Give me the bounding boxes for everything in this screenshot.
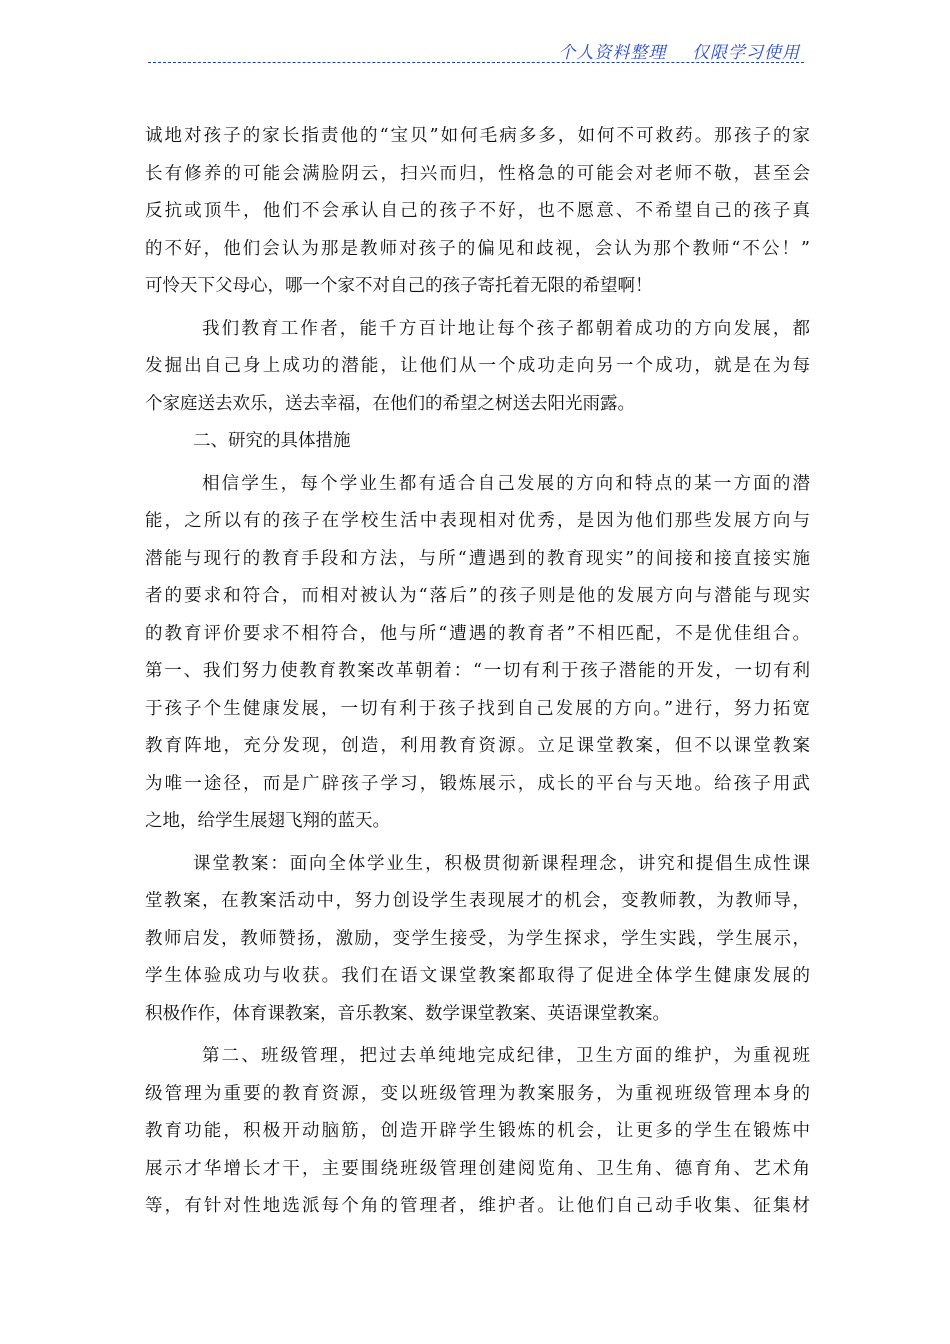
text-line: 第二、班级管理，把过去单纯地完成纪律，卫生方面的维护，为重视班 <box>202 1046 810 1066</box>
text-line: 潜能与现行的教育手段和方法，与所“遭遇到的教育现实”的间接和接直接实施 <box>145 548 810 569</box>
document-body <box>145 118 810 1226</box>
text-line: 的教育评价要求不相符合，他与所“遭遇的教育者”不相匹配，不是优佳组合。 <box>145 623 810 644</box>
text-line: 能，之所以有的孩子在学校生活中表现相对优秀，是因为他们那些发展方向与 <box>145 511 810 531</box>
text-line: 展示才华增长才干，主要围绕班级管理创建阅览角、卫生角、德育角、艺术角 <box>145 1158 810 1179</box>
text-line: 个家庭送去欢乐，送去幸福，在他们的希望之树送去阳光雨露。 <box>145 393 635 414</box>
text-line: 堂教案，在教案活动中，努力创设学生表现展才的机会，变教师教，为教师导， <box>145 891 810 911</box>
text-line: 相信学生，每个学业生都有适合自己发展的方向和特点的某一方面的潜 <box>202 473 810 494</box>
text-line: 我们教育工作者，能千方百计地让每个孩子都朝着成功的方向发展，都 <box>202 318 810 339</box>
text-line: 级管理为重要的教育资源，变以班级管理为教案服务，为重视班级管理本身的 <box>145 1083 810 1104</box>
text-line: 第一、我们努力使教育教案改革朝着：“一切有利于孩子潜能的开发，一切有利 <box>145 661 810 681</box>
text-line: 教师启发，教师赞扬，激励，变学生接受，为学生探求，学生实践，学生展示， <box>145 928 810 949</box>
text-line: 长有修养的可能会满脸阴云，扫兴而归，性格急的可能会对老师不敬，甚至会 <box>145 163 810 184</box>
header-text: 个人资料整理 仅限学习使用 <box>558 43 800 63</box>
text-line: 者的要求和符合，而相对被认为“落后”的孩子则是他的发展方向与潜能与现实 <box>145 586 810 606</box>
text-line: 可怜天下父母心，哪一个家不对自己的孩子寄托着无限的希望啊！ <box>145 276 653 296</box>
text-line: 二、研究的具体措施 <box>193 431 351 451</box>
text-line: 积极作作，体育课教案，音乐教案、数学课堂教案、英语课堂教案。 <box>145 1003 670 1024</box>
text-line: 之地，给学生展翅飞翔的蓝天。 <box>145 811 390 831</box>
text-line: 课堂教案：面向全体学业生，积极贯彻新课程理念，讲究和提倡生成性课 <box>193 853 810 874</box>
text-line: 等，有针对性地选派每个角的管理者，维护者。让他们自己动手收集、征集材 <box>145 1196 810 1216</box>
page-header <box>148 36 804 63</box>
text-line: 于孩子个生健康发展，一切有利于孩子找到自己发展的方向。”进行，努力拓宽 <box>145 698 810 719</box>
text-line: 为唯一途径，而是广辟孩子学习，锻炼展示，成长的平台与天地。给孩子用武 <box>145 773 810 794</box>
text-line: 反抗或顶牛，他们不会承认自己的孩子不好，也不愿意、不希望自己的孩子真 <box>145 201 810 221</box>
text-line: 学生体验成功与收获。我们在语文课堂教案都取得了促进全体学生健康发展的 <box>145 966 810 986</box>
text-line: 教育阵地，充分发现，创造，利用教育资源。立足课堂教案，但不以课堂教案 <box>145 736 810 756</box>
text-line: 发掘出自己身上成功的潜能，让他们从一个成功走向另一个成功，就是在为每 <box>145 356 810 376</box>
text-line: 的不好，他们会认为那是教师对孩子的偏见和歧视，会认为那个教师“不公！” <box>145 238 810 259</box>
text-line: 教育功能，积极开动脑筋，创造开辟学生锻炼的机会，让更多的学生在锻炼中 <box>145 1121 810 1141</box>
text-line: 诚地对孩子的家长指责他的“宝贝”如何毛病多多，如何不可救药。那孩子的家 <box>145 126 810 146</box>
